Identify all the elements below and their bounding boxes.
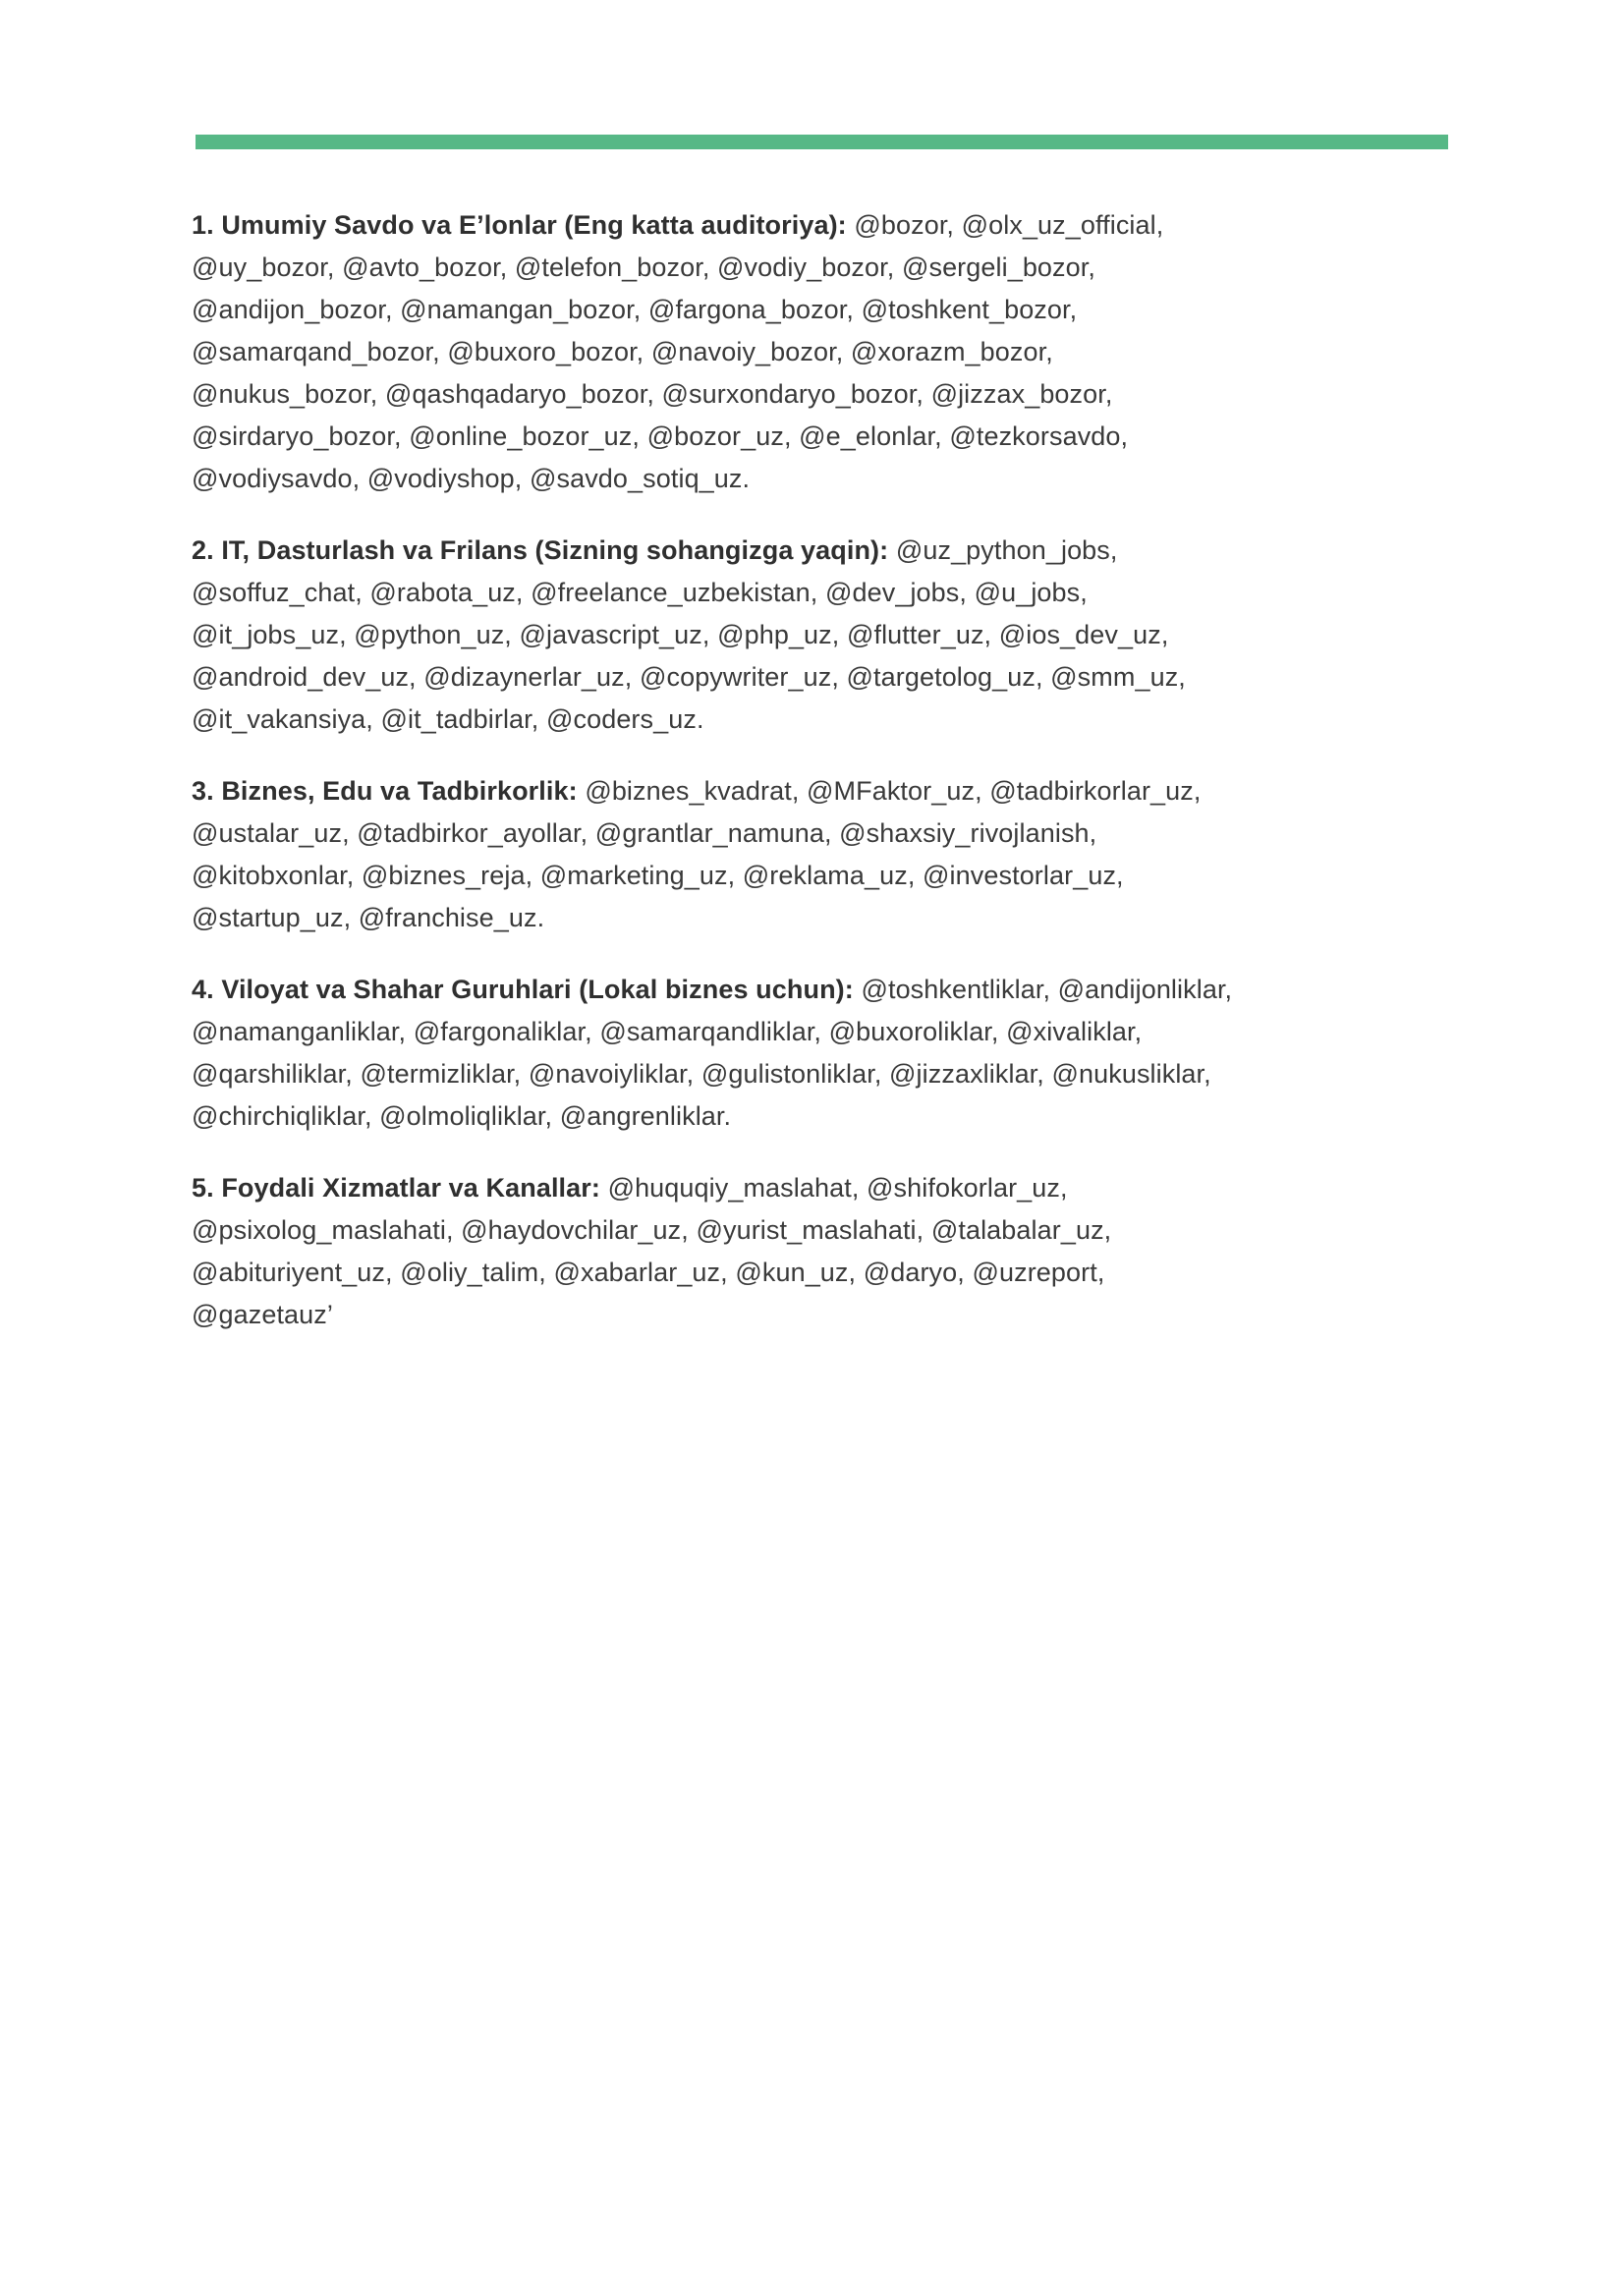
section-heading: 2. IT, Dasturlash va Frilans (Sizning sohangizga yaqin):: [192, 535, 896, 565]
section-general-trade: [192, 204, 1233, 500]
section-heading: 4. Viloyat va Shahar Guruhlari (Lokal biznes uchun):: [192, 975, 862, 1004]
section-regional-groups: [192, 969, 1233, 1138]
section-channel-list: @toshkentliklar, @andijonliklar, @namanganliklar, @fargonaliklar, @samarqandliklar, @buxoroliklar, @xivaliklar, @qarshiliklar, @termizliklar, @navoiyliklar, @gulistonliklar, @jizzaxliklar, @nukusliklar, @chirchiqliklar, @olmoliqliklar, @angrenliklar.: [192, 975, 1233, 1131]
section-it-freelance: [192, 530, 1233, 741]
section-useful-services: [192, 1167, 1233, 1336]
header-divider: [196, 135, 1448, 149]
document-body: [192, 204, 1233, 1366]
section-channel-list: @uz_python_jobs, @soffuz_chat, @rabota_uz, @freelance_uzbekistan, @dev_jobs, @u_jobs, @it_jobs_uz, @python_uz, @javascript_uz, @php_uz, @flutter_uz, @ios_dev_uz, @android_dev_uz, @dizaynerlar_uz, @copywriter_uz, @targetolog_uz, @smm_uz, @it_vakansiya, @it_tadbirlar, @coders_uz.: [192, 535, 1186, 734]
section-channel-list: @huquqiy_maslahat, @shifokorlar_uz, @psixolog_maslahati, @haydovchilar_uz, @yurist_maslahati, @talabalar_uz, @abituriyent_uz, @oliy_talim, @xabarlar_uz, @kun_uz, @daryo, @uzreport, @gazetauz’: [192, 1173, 1112, 1329]
section-business-edu: [192, 770, 1233, 939]
section-heading: 1. Umumiy Savdo va E’lonlar (Eng katta auditoriya):: [192, 210, 855, 240]
section-channel-list: @biznes_kvadrat, @MFaktor_uz, @tadbirkorlar_uz, @ustalar_uz, @tadbirkor_ayollar, @grantlar_namuna, @shaxsiy_rivojlanish, @kitobxonlar, @biznes_reja, @marketing_uz, @reklama_uz, @investorlar_uz, @startup_uz, @franchise_uz.: [192, 776, 1202, 932]
section-heading: 5. Foydali Xizmatlar va Kanallar:: [192, 1173, 608, 1203]
section-heading: 3. Biznes, Edu va Tadbirkorlik:: [192, 776, 586, 806]
section-channel-list: @bozor, @olx_uz_official, @uy_bozor, @avto_bozor, @telefon_bozor, @vodiy_bozor, @sergeli_bozor, @andijon_bozor, @namangan_bozor, @fargona_bozor, @toshkent_bozor, @samarqand_bozor, @buxoro_bozor, @navoiy_bozor, @xorazm_bozor, @nukus_bozor, @qashqadaryo_bozor, @surxondaryo_bozor, @jizzax_bozor, @sirdaryo_bozor, @online_bozor_uz, @bozor_uz, @e_elonlar, @tezkorsavdo, @vodiysavdo, @vodiyshop, @savdo_sotiq_uz.: [192, 210, 1164, 493]
